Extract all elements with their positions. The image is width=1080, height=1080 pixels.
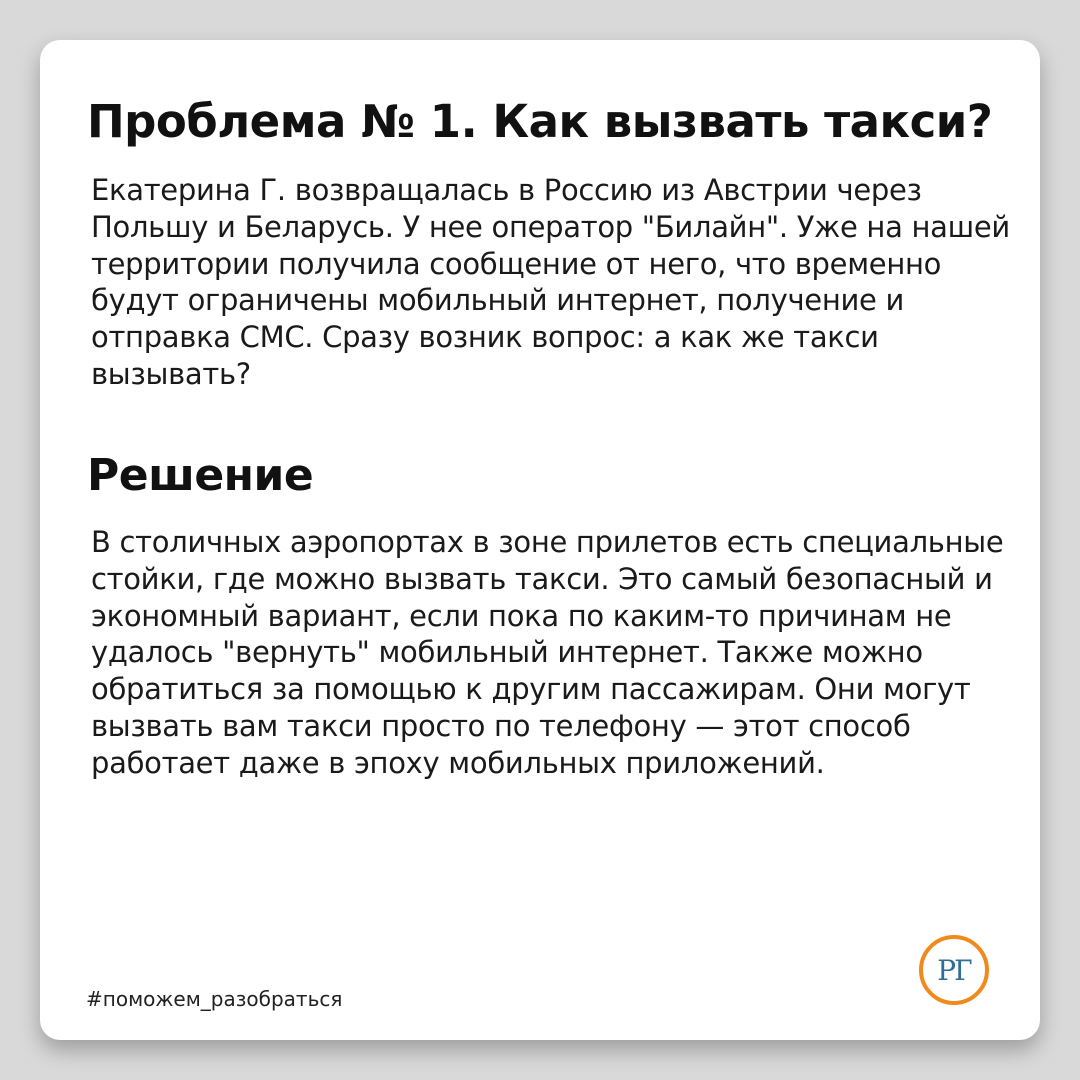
problem-text: Екатерина Г. возвращалась в Россию из Австрии через Польшу и Беларусь. У нее оператор "Билайн". Уже на нашей территории получила сообщение от него, что временно будут ограничены мобильный интернет, получение и отправка СМС. Сразу возник вопрос: а как же такси вызывать? (91, 173, 1010, 391)
rg-logo (919, 935, 989, 1005)
solution-heading: Решение (87, 450, 314, 501)
info-card (40, 40, 1040, 1040)
card-title: Проблема № 1. Как вызвать такси? (87, 95, 993, 148)
rg-logo-text: РГ (937, 954, 971, 987)
hashtag-label: #поможем_разобраться (86, 987, 343, 1011)
solution-text: В столичных аэропортах в зоне прилетов есть специальные стойки, где можно вызвать такси. Это самый безопасный и экономный вариант, если пока по каким-то причинам не удалось "вернуть" мобильный интернет. Также можно обратиться за помощью к другим пассажирам. Они могут вызвать вам такси просто по телефону — этот способ работает даже в эпоху мобильных приложений. (91, 525, 1004, 780)
